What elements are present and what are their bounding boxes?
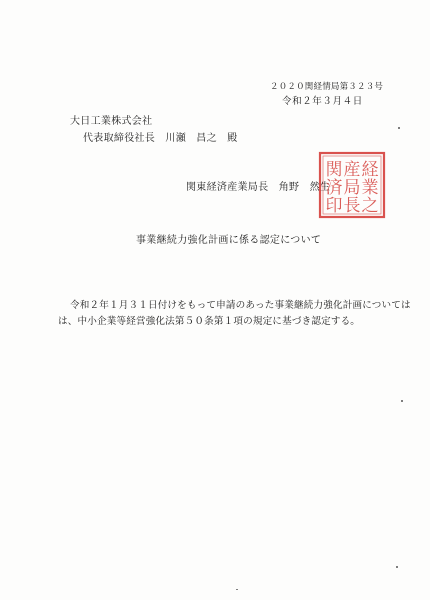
official-seal-stamp: [318, 151, 386, 219]
seal-glyph: 長: [343, 196, 361, 216]
seal-glyph: 済: [325, 178, 343, 198]
seal-glyph: 産: [343, 160, 361, 180]
seal-glyph: 業: [361, 178, 379, 198]
sender-name: 関東経済産業局長 角野 然生: [186, 182, 331, 193]
seal-glyph: 経: [361, 160, 379, 180]
document-number: ２０２０関経情局第３２３号: [270, 82, 384, 92]
body-text-line-2: は、中小企業等経営強化法第５０条第１項の規定に基づき認定する。: [58, 316, 361, 327]
document-subject: 事業継続力強化計画に係る認定について: [136, 235, 322, 246]
scan-speck: [398, 127, 400, 129]
scan-speck: [396, 566, 398, 568]
recipient-company: 大日工業株式会社: [70, 116, 153, 127]
seal-glyph: 印: [325, 196, 343, 216]
scan-speck: [236, 589, 238, 590]
scan-speck: [401, 400, 403, 402]
issue-date: 令和２年３月４日: [282, 96, 363, 107]
recipient-name: 代表取締役社長 川瀬 昌之 殿: [83, 133, 238, 144]
seal-glyph: 局: [343, 178, 361, 198]
body-text-line-1: 令和２年１月３１日付けをもって申請のあった事業継続力強化計画については: [70, 300, 411, 311]
seal-glyph: 之: [361, 196, 379, 216]
seal-glyph: 関: [325, 160, 343, 180]
